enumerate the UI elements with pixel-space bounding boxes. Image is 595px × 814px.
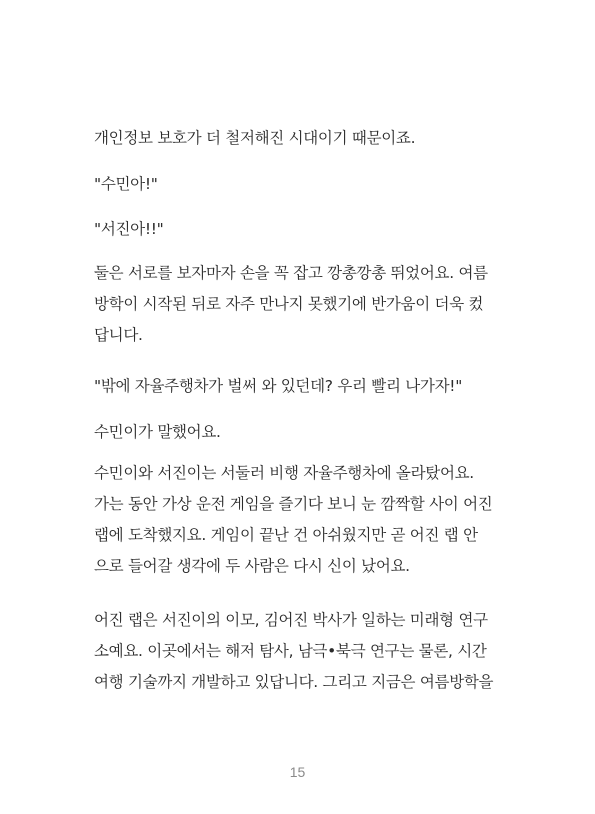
paragraph-line: 답니다. bbox=[94, 326, 143, 344]
paragraph-line: 수민이와 서진이는 서둘러 비행 자율주행차에 올라탔어요. bbox=[94, 464, 474, 482]
paragraph-line: 소예요. 이곳에서는 해저 탐사, 남극•북극 연구는 물론, 시간 bbox=[94, 642, 487, 660]
paragraph-line: 수민이가 말했어요. bbox=[94, 423, 221, 441]
paragraph-1 bbox=[94, 123, 534, 154]
paragraph-8 bbox=[94, 605, 534, 698]
paragraph-line: 랩에 도착했지요. 게임이 끝난 건 아쉬웠지만 곧 어진 랩 안 bbox=[94, 526, 478, 544]
paragraph-3-dialogue bbox=[94, 214, 534, 245]
paragraph-4 bbox=[94, 258, 534, 351]
paragraph-line: 개인정보 보호가 더 철저해진 시대이기 때문이죠. bbox=[94, 129, 416, 147]
paragraph-7 bbox=[94, 458, 534, 582]
paragraph-line: 여행 기술까지 개발하고 있답니다. 그리고 지금은 여름방학을 bbox=[94, 673, 494, 691]
paragraph-5-dialogue bbox=[94, 371, 534, 402]
paragraph-line: "수민아!" bbox=[94, 175, 158, 193]
paragraph-line: "서진아!!" bbox=[94, 220, 164, 238]
paragraph-line: 방학이 시작된 뒤로 자주 만나지 못했기에 반가움이 더욱 컸 bbox=[94, 295, 484, 313]
paragraph-line: 가는 동안 가상 운전 게임을 즐기다 보니 눈 깜짝할 사이 어진 bbox=[94, 495, 493, 513]
paragraph-6 bbox=[94, 417, 534, 448]
page-number: 15 bbox=[289, 764, 306, 780]
paragraph-line: 둘은 서로를 보자마자 손을 꼭 잡고 깡총깡총 뛰었어요. 여름 bbox=[94, 264, 488, 282]
paragraph-line: 으로 들어갈 생각에 두 사람은 다시 신이 났어요. bbox=[94, 557, 410, 575]
paragraph-line: "밖에 자율주행차가 벌써 와 있던데? 우리 빨리 나가자!" bbox=[94, 377, 463, 395]
paragraph-2-dialogue bbox=[94, 169, 534, 200]
paragraph-line: 어진 랩은 서진이의 이모, 김어진 박사가 일하는 미래형 연구 bbox=[94, 611, 488, 629]
